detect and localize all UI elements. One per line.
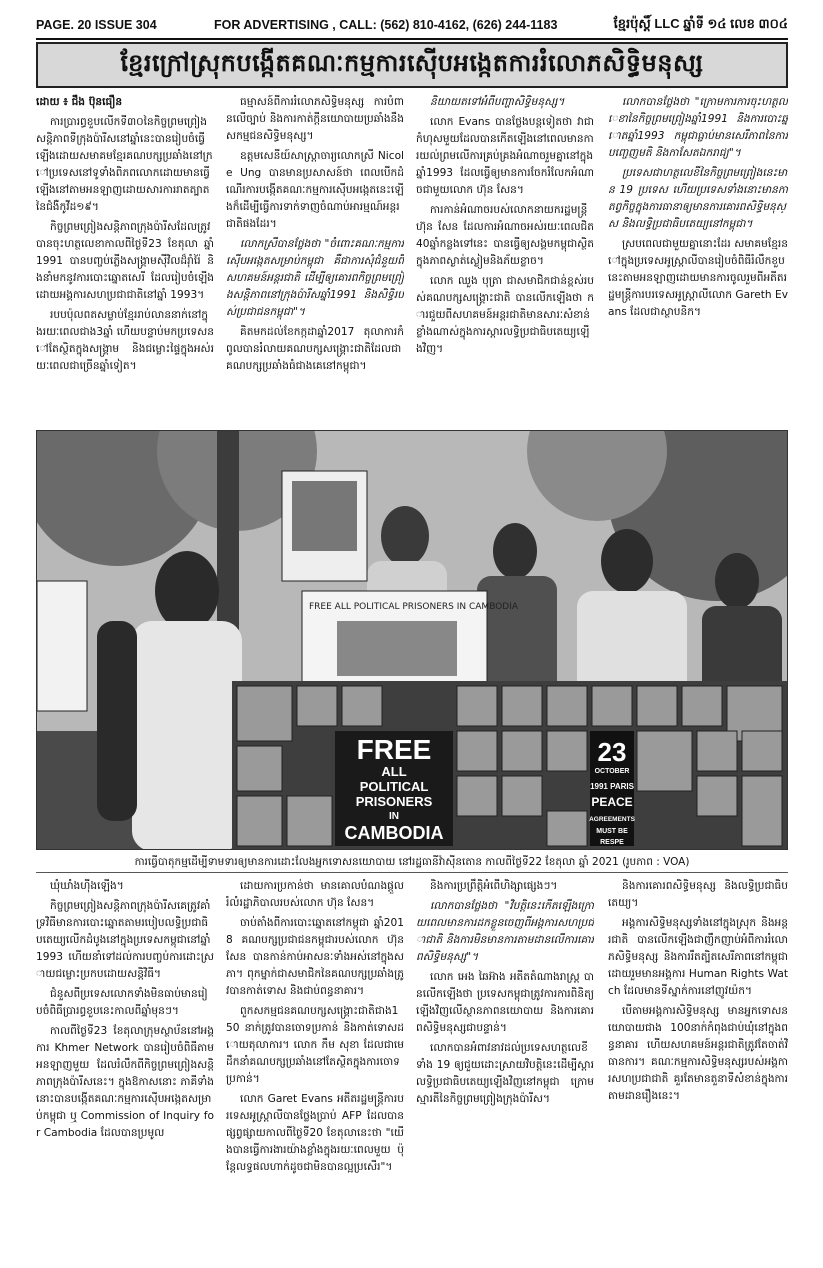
banner-peace: PEACE xyxy=(591,795,633,809)
article-column-5 xyxy=(36,878,214,1250)
photo-caption: ការធ្វើបាតុកម្មដើម្បីទាមទារឲ្យមានការដោះលែងអ្នកទោសនយោបាយ នៅរដ្ឋធានីវ៉ាស៊ីនតោន កាលពីថ្ងៃទី22 ខែតុលា ឆ្នាំ 2021 (រូបភាព : VOA) xyxy=(134,856,690,868)
article-column-6 xyxy=(226,878,404,1250)
paragraph: កិច្ចព្រមព្រៀងសន្តិភាពក្រុងប៉ារីសគេត្រូវគាំទ្រវិធីមានការបោះឆ្នោតតាមរបៀបលទ្ធិប្រជាធិបតេយ្យលើកដំបូងនៅក្នុងប្រទេសកម្ពុជានៅឆ្នាំ1993 ហើយនាំទៅដល់ការបញ្ចប់ការដោះស្រាយជម្លោះប្រកបដោយសន្តិវិធី។ xyxy=(36,900,214,980)
paragraph: ប្រទេសជាហត្ថលេខីនៃកិច្ចព្រមព្រៀងនេះមាន 19 ប្រទេស ហើយប្រទេសទាំងនោះមានកាតព្វកិច្ចក្នុងការធានាឲ្យមានការគោរពសិទ្ធិមនុស្ស និងលទ្ធិប្រជាធិបតេយ្យនៅកម្ពុជា។ xyxy=(608,167,788,230)
banner-prisoners: PRISONERS xyxy=(355,794,433,809)
header-rule xyxy=(36,38,788,40)
paragraph: លោក ឈួង បុត្រា ជាសមាជិកជាន់ខ្ពស់របស់គណបក្សសង្គ្រោះជាតិ បានលើកឡើងថា ការជួយពីសហគមន៍អន្តរជាតិមានសារៈសំខាន់ខ្លាំងណាស់ក្នុងការស្តារលទ្ធិប្រជាធិបតេយ្យឡើងវិញ។ xyxy=(416,275,594,355)
banner-october: OCTOBER xyxy=(594,768,630,775)
page-number: PAGE. 20 ISSUE 304 xyxy=(36,18,157,32)
paragraph: ការប្រារព្ធខួបលើកទី៣០នៃកិច្ចព្រមព្រៀងសន្តិភាពទីក្រុងប៉ារីសនៅឆ្នាំនេះបានរៀបចំធ្វើឡើងដោយសមាគមខ្មែរគណបក្សប្រឆាំងនៅក្រៅប្រទេសនៅទូទាំងពិភពលោកដោយមានធ្វើឡើងនៅតាមអនឡាញដោយសារការរាតត្បាតនៃជំងឺកូវីដ១៩។ xyxy=(36,116,213,213)
article-column-3 xyxy=(416,94,594,426)
banner-agreements: AGREEMENTS xyxy=(589,816,635,823)
paragraph: កាលពីថ្ងៃទី23 ខែតុលាក្រុមស្ថាប័ននៅអង្គការ Khmer Network បានរៀបចំពិធីតាមអនឡាញមួយ ដែលរំលឹកពីកិច្ចព្រមព្រៀងសន្តិភាពក្រុងប៉ារីសនេះ។ ក្នុងឱកាសនោះ ភាគីទាំងនោះបានបង្កើតគណៈកម្មការស៊ើបអង្កេតសម្រាប់កម្ពុជា ឬ Commission of Inquiry for Cambodia ដែលបានប្រមូល xyxy=(36,1025,214,1139)
article-column-1 xyxy=(36,94,214,426)
small-sign-text: FREE ALL POLITICAL PRISONERS IN CAMBODIA xyxy=(309,602,519,612)
paragraph: ឧត្តមសេនីយ៍សាស្ត្រាចារ្យលោកស្រី Nicole Ung បានមានប្រសាសន៍ថា ពេលបើកដំណើរការបង្កើតគណៈកម្មការស៊ើបអង្កេតនេះឡើងក៏ដើម្បីធ្វើការទាក់ទាញចំណាប់អារម្មណ៍អន្តរជាតិផងដែរ។ xyxy=(226,150,404,230)
quote-paragraph: លោកស្រីបានថ្លែងថា "ចំពោះគណៈកម្មការស៊ើបអង្កេតសម្រាប់កម្ពុជា គឺជាការសុំជំនួយពីសហគមន៍អន្តរជាតិ ដើម្បីឲ្យគោរពកិច្ចព្រមព្រៀងសន្តិភាពនៅក្រុងប៉ារីសឆ្នាំ1991 និងសិទ្ធិរបស់ប្រជាជនកម្ពុជា"។ xyxy=(226,238,404,318)
article-column-2 xyxy=(226,94,404,426)
article-column-7 xyxy=(416,878,594,1250)
headline: ខ្មែរក្រៅស្រុកបង្កើតគណៈកម្មការស៊ើបអង្កេតការរំលោភសិទ្ធិមនុស្ស xyxy=(36,42,788,88)
paragraph: និងការគោរពសិទ្ធិមនុស្ស និងលទ្ធិប្រជាធិបតេយ្យ។ xyxy=(608,880,788,909)
banner-date: 23 xyxy=(597,737,627,767)
banner-free: FREE xyxy=(356,734,432,765)
banner-paris: 1991 PARIS xyxy=(590,782,634,791)
paragraph: ពួកសកម្មជនគណបក្សសង្គ្រោះជាតិជាង150 នាក់ត្រូវបានចោទប្រកាន់ និងកាត់ទោសដោយតុលាការ។ លោក កឹម សុខា ដែលជាមេដឹកនាំគណបក្សប្រឆាំងនៅតែស្ថិតក្នុងការចោទប្រកាន់។ xyxy=(226,1005,404,1085)
quote-paragraph: លោកបានថ្លែងថា "វិបត្តិនេះកើតឡើងក្រោយពេលមានការដកខ្លួនចេញពីអង្គការសហប្រជាជាតិ និងការមិនមានការតាមដានលើការគោរពសិទ្ធិមនុស្ស"។ xyxy=(416,900,594,963)
paragraph: ស្របពេលជាមួយគ្នានោះដែរ សមាគមខ្មែរនៅក្នុងប្រទេសអូស្ត្រាលីបានរៀបចំពិធីរំលឹកខួបនេះតាមអនឡាញដោយមានការចូលរួមពីអតីតរដ្ឋមន្ត្រីការបរទេសអូស្ត្រាលីលោក Gareth Evans ដែលជាស្ថាបនិក។ xyxy=(608,238,788,318)
article-column-4 xyxy=(608,94,788,426)
paragraph: គិតមកដល់ខែកក្កដាឆ្នាំ2017 តុលាការកំពូលបានរំលាយគណបក្សសង្គ្រោះជាតិដែលជាគណបក្សប្រឆាំងធំជាងគេនៅកម្ពុជា។ xyxy=(226,326,404,372)
paragraph: លោក Garet Evans អតីតរដ្ឋមន្ត្រីការបរទេសអូស្ត្រាលីបានថ្លែងប្រាប់ AFP ដែលបានផ្សព្វផ្សាយកាលពីថ្ងៃទី20 ខែតុលានេះថា "យើងបានធ្វើការងារយ៉ាងខ្លាំងក្នុងរយៈពេលមួយ ប៉ុន្តែលទ្ធផលហាក់ដូចជាមិនបានល្អប្រសើរ"។ xyxy=(226,1093,404,1173)
advertising-line: FOR ADVERTISING , CALL: (562) 810-4162, (626) 244-1183 xyxy=(214,18,558,32)
banner-respe: RESPE xyxy=(600,839,624,846)
paragraph: របបប៉ុលពតសម្លាប់ខ្មែររាប់លាននាក់នៅក្នុងរយៈពេលជាង3ឆ្នាំ ហើយបន្ទាប់មកប្រទេសនៅតែស្ថិតក្នុងសង្គ្រាម និងជម្លោះផ្ទៃក្នុងអស់រយៈពេលជាច្រើនឆ្នាំទៀត។ xyxy=(36,309,214,372)
protest-photo xyxy=(36,430,788,850)
paragraph: លោកបានអំពាវនាវដល់ប្រទេសហត្ថលេខីទាំង 19 ឲ្យជួយដោះស្រាយវិបត្តិនេះដើម្បីស្តារលទ្ធិប្រជាធិបតេយ្យឡើងវិញនៅកម្ពុជា ក្រោមស្មារតីនៃកិច្ចព្រមព្រៀងក្រុងប៉ារីស។ xyxy=(416,1042,594,1105)
paper-title: ខ្មែរប៉ុស្តិ៍ LLC ឆ្នាំទី ១៤ លេខ ៣០៤ xyxy=(613,16,788,31)
paragraph: បើតាមអង្គការសិទ្ធិមនុស្ស មានអ្នកទោសនយោបាយជាង 100នាក់កំពុងជាប់ឃុំនៅក្នុងពន្ធនាគារ ហើយសហគមន៍អន្តរជាតិត្រូវតែចាត់វិធានការ។ គណៈកម្មការសិទ្ធិមនុស្សរបស់អង្គការសហប្រជាជាតិ គួរតែមានតួនាទីសំខាន់ក្នុងការតាមដានរឿងនេះ។ xyxy=(608,1005,788,1102)
article-column-8 xyxy=(608,878,788,1250)
paragraph: លោក Evans បានថ្លែងបន្តទៀតថា វាជាកំហុសមួយដែលបានកើតឡើងនៅពេលមានការយល់ព្រមលើការគ្រប់គ្រងអំណាចរួមគ្នានៅក្នុងឆ្នាំ1993 ដែលធ្វើឲ្យមានការចែករំលែកអំណាចជាមួយលោក ហ៊ុន សែន។ xyxy=(416,116,594,196)
paragraph: កិច្ចព្រមព្រៀងសន្តិភាពក្រុងប៉ារីសដែលត្រូវបានចុះហត្ថលេខាកាលពីថ្ងៃទី23 ខែតុលា ឆ្នាំ1991 បានបញ្ចប់ភ្លើងសង្គ្រាមស៊ីវិលដ៏រ៉ាំរ៉ៃ និងនាំមកនូវការបោះឆ្នោតសេរី ដែលរៀបចំឡើងដោយអង្គការសហប្រជាជាតិនៅឆ្នាំ 1993។ xyxy=(36,221,214,301)
photo-illustration xyxy=(37,431,788,850)
quote-paragraph: លោកបានថ្លែងថា "ក្រោមការការចុះហត្ថលេខានៃកិច្ចព្រមព្រៀងឆ្នាំ1991 និងការបោះឆ្នោតឆ្នាំ1993 កម្ពុជាធ្លាប់មានសេរីភាពនៃការបញ្ចេញមតិ និងកាសែតឯករាជ្យ"។ xyxy=(608,96,788,159)
banner-must-be: MUST BE xyxy=(596,828,628,835)
page-header xyxy=(36,14,788,38)
paragraph: ចាប់តាំងពីការបោះឆ្នោតនៅកម្ពុជា ឆ្នាំ2018 គណបក្សប្រជាជនកម្ពុជារបស់លោក ហ៊ុន សែន បានកាន់កាប់អាសនៈទាំងអស់នៅក្នុងសភា។ ពុកម្នាក់ជាសមាជិកនៃគណបក្សប្រឆាំងត្រូវបានកាត់ទោស និងជាប់ពន្ធនាគារ។ xyxy=(226,917,404,997)
banner-all: ALL xyxy=(381,764,407,779)
paragraph: និយាយតទៅអំពីបញ្ហាសិទ្ធិមនុស្ស។ xyxy=(430,96,565,108)
paragraph: ការកាន់អំណាចរបស់លោកនាយករដ្ឋមន្ត្រី ហ៊ុន សែន ដែលការអំណាចអស់រយៈពេលជិត 40ឆ្នាំកន្លងទៅនេះ បានធ្វើឲ្យសង្គមកម្ពុជាស្ថិតក្នុងភាពស្ងាត់ស្ងៀមនិងភ័យខ្លាច។ xyxy=(416,204,594,267)
paragraph: ជំនួសពីប្រទេសលោកទាំងមិនធាប់មានរៀបចំពិធីប្រារព្ធខួបនេះកាលពីឆ្នាំមុនៗ។ xyxy=(36,988,208,1017)
caption-rule xyxy=(36,872,788,873)
banner-cambodia: CAMBODIA xyxy=(344,823,444,843)
paragraph: ឃុំឃាំងហ៊ីងឡើង។ xyxy=(50,880,124,892)
paragraph: លោក អេង ឆៃអ៊ាង អតីតតំណាងរាស្ត្រ បានលើកឡើងថា ប្រទេសកម្ពុជាត្រូវការការពិនិត្យឡើងវិញលើស្ថានភាពនយោបាយ និងការគោរពសិទ្ធិមនុស្សជាបន្ទាន់។ xyxy=(416,971,594,1034)
banner-political: POLITICAL xyxy=(359,779,429,794)
paragraph: ធម្មាសន៍ពីការរំលោភសិទ្ធិមនុស្ស ការបំពានលើច្បាប់ និងការកាត់ក្តីនយោបាយប្រឆាំងនឹងសកម្មជនសិទ្ធិមនុស្ស។ xyxy=(226,96,404,142)
byline: ដោយ ៖ ជឹង ប៊ុនធឿន xyxy=(36,96,123,108)
banner-in: IN xyxy=(389,811,399,822)
paragraph: ដោយការប្រកាន់ថា មានគោលបំណងផ្តួលរំលំរដ្ឋាភិបាលរបស់លោក ហ៊ុន សែន។ xyxy=(226,880,404,909)
paragraph: និងការប្រព្រឹត្តិអំពើហិង្សាផ្សេងៗ។ xyxy=(430,880,558,892)
paragraph: អង្គការសិទ្ធិមនុស្សទាំងនៅក្នុងស្រុក និងអន្តរជាតិ បានលើកឡើងជាញឹកញាប់អំពីការរំលោភសិទ្ធិមនុស្ស និងការរឹតត្បិតសេរីភាពនៅកម្ពុជា ដោយរួមមានអង្គការ Human Rights Watch ដែលមានទីស្នាក់ការនៅញូវយ៉ក។ xyxy=(608,917,788,997)
